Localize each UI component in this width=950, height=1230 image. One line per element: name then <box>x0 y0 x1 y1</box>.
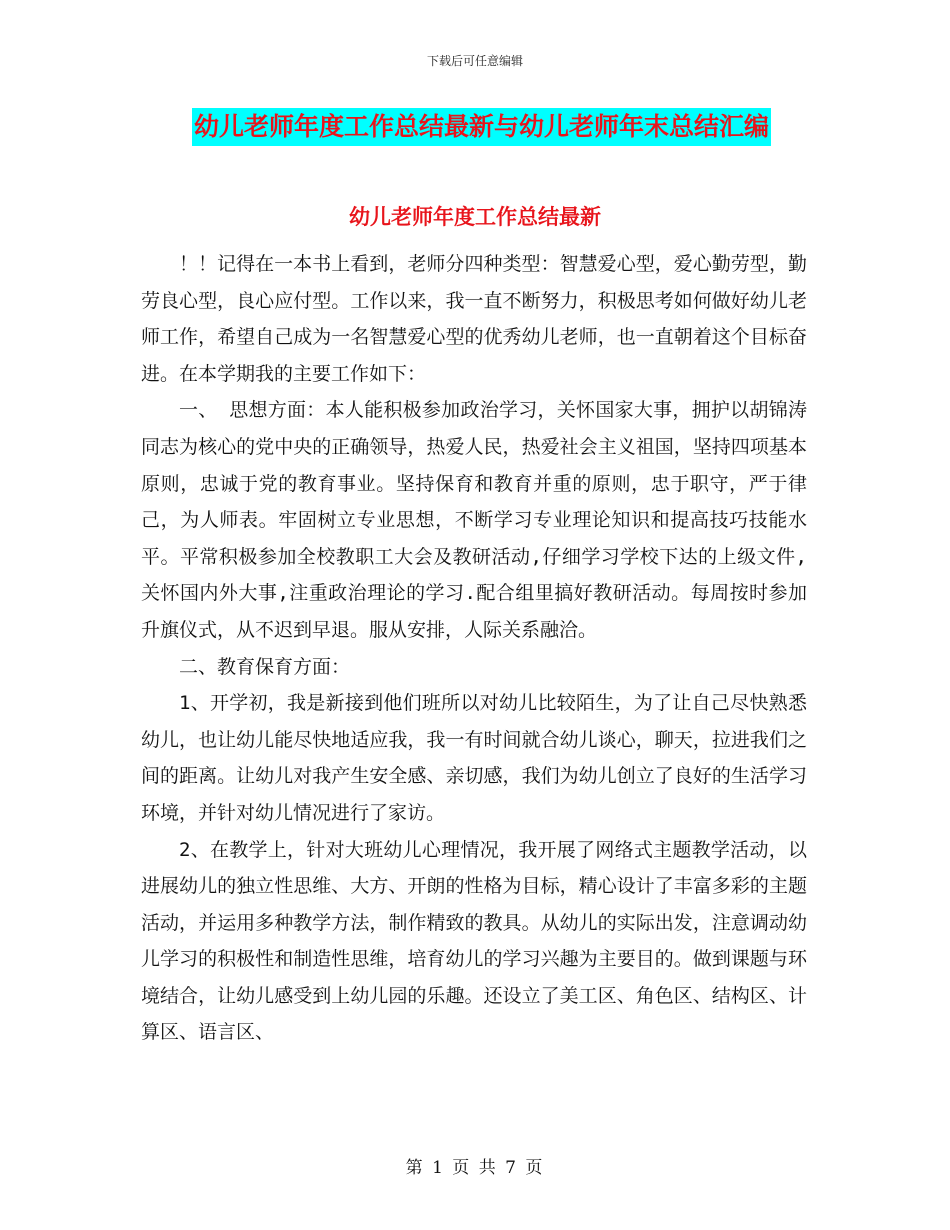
page-footer: 第 1 页 共 7 页 <box>405 1158 545 1178</box>
paragraph-item-2: 2、在教学上，针对大班幼儿心理情况，我开展了网络式主题教学活动，以进展幼儿的独立性思维、大方、开朗的性格为目标，精心设计了丰富多彩的主题活动，并运用多种教学方法，制作精致的教具。从幼儿的实际出发，注意调动幼儿学习的积极性和制造性思维，培育幼儿的学习兴趣为主要目的。做到课题与环境结合，让幼儿感受到上幼儿园的乐趣。还设立了美工区、角色区、结构区、计算区、语言区、 <box>141 838 807 1044</box>
paragraph-thought: 一、 思想方面：本人能积极参加政治学习，关怀国家大事，拥护以胡锦涛同志为核心的党中央的正确领导，热爱人民，热爱社会主义祖国，坚持四项基本原则，忠诚于党的教育事业。坚持保育和教育并重的原则，忠于职守，严于律己，为人师表。牢固树立专业思想，不断学习专业理论知识和提高技巧技能水平。平常积极参加全校教职工大会及教研活动,仔细学习学校下达的上级文件,关怀国内外大事,注重政治理论的学习.配合组里搞好教研活动。每周按时参加升旗仪式，从不迟到早退。服从安排，人际关系融洽。 <box>141 399 807 641</box>
main-title-container <box>192 108 804 146</box>
paragraph-item-1: 1、开学初，我是新接到他们班所以对幼儿比较陌生，为了让自己尽快熟悉幼儿，也让幼儿能尽快地适应我，我一有时间就合幼儿谈心，聊天，拉进我们之间的距离。让幼儿对我产生安全感、亲切感，我们为幼儿创立了良好的生活学习环境，并针对幼儿情况进行了家访。 <box>141 692 807 824</box>
header-note: 下载后可任意编辑 <box>426 54 523 68</box>
paragraph-heading-education: 二、教育保育方面： <box>179 655 351 678</box>
sub-title: 幼儿老师年度工作总结最新 <box>349 204 601 229</box>
paragraph-intro: ！！记得在一本书上看到，老师分四种类型：智慧爱心型，爱心勤劳型，勤劳良心型，良心应付型。工作以来，我一直不断努力，积极思考如何做好幼儿老师工作，希望自己成为一名智慧爱心型的优秀幼儿老师，也一直朝着这个目标奋进。在本学期我的主要工作如下： <box>141 253 807 385</box>
main-title: 幼儿老师年度工作总结最新与幼儿老师年末总结汇编 <box>192 108 771 146</box>
document-body <box>141 246 807 1051</box>
